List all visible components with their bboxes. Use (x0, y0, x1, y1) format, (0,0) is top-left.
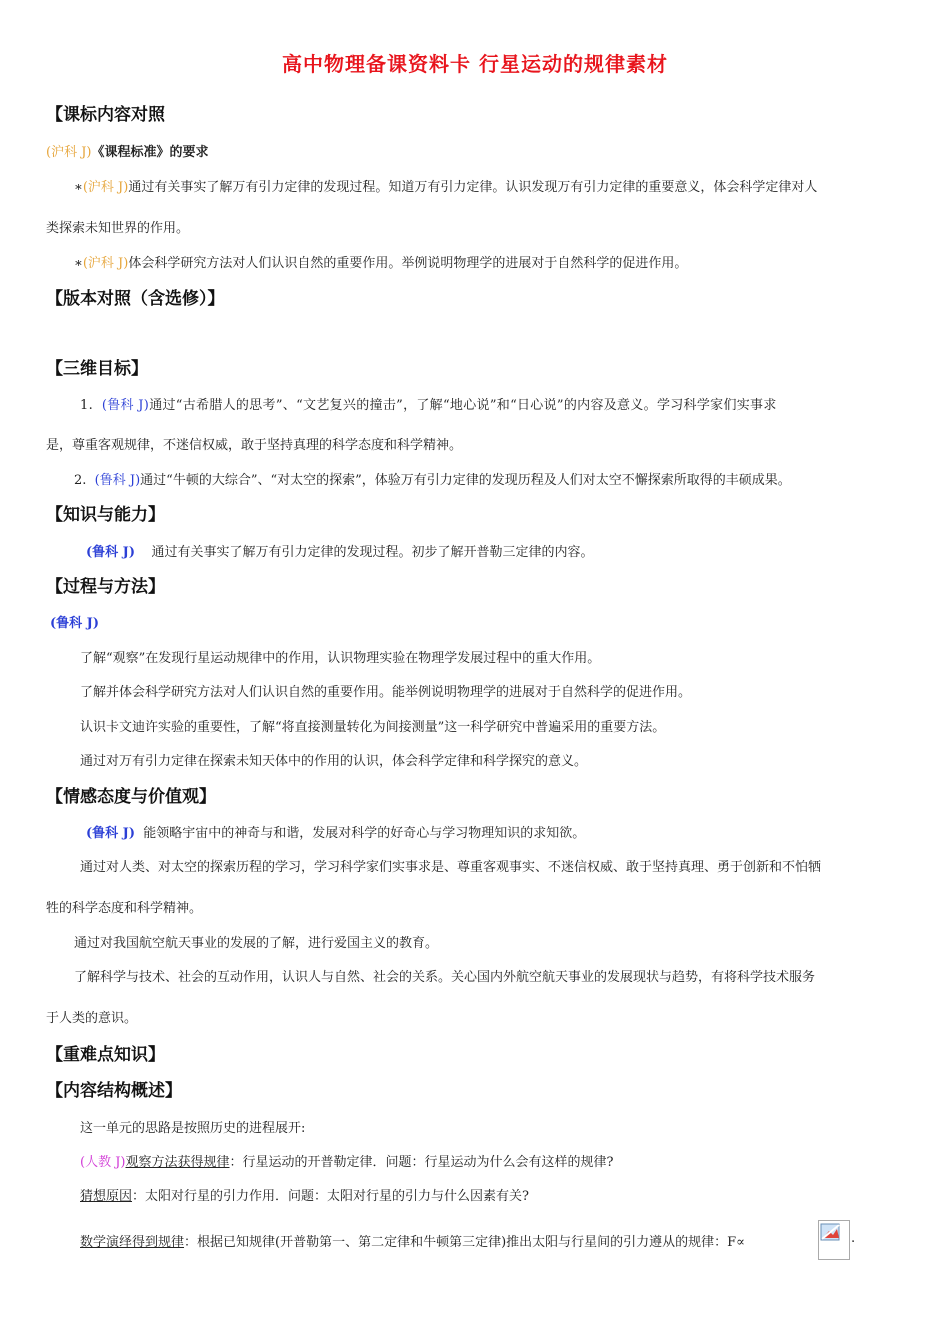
paragraph-text: ：根据已知规律(开普勒第一、第二定律和牛顿第三定律)推出太阳与行星间的引力遵从的规律：F∝ (184, 1235, 745, 1250)
paragraph-text: 通过有关事实了解万有引力定律的发现过程。知道万有引力定律。认识发现万有引力定律的重要意义，体会科学定律对人 (128, 180, 818, 195)
source-tag: (沪科 J) (82, 180, 129, 195)
paragraph-continued: 牲的科学态度和科学精神。 (46, 901, 203, 916)
item-number: 2. (74, 473, 87, 488)
paragraph (80, 1185, 529, 1204)
source-tag: (沪科 J) (82, 256, 129, 271)
item-text: 通过“古希腊人的思考”、“文艺复兴的撞击”，了解“地心说”和“日心说”的内容及意义。学习科学家们实事求 (149, 398, 777, 413)
source-tag: (人教 J) (80, 1155, 126, 1170)
heading-process: 【过程与方法】 (46, 577, 165, 597)
heading-key-points: 【重难点知识】 (46, 1045, 165, 1065)
heading-structure: 【内容结构概述】 (46, 1081, 182, 1101)
paragraph-text: 通过有关事实了解万有引力定律的发现过程。初步了解开普勒三定律的内容。 (151, 545, 594, 560)
item-number: 1. (80, 398, 94, 413)
underlined-term: 数学演绎得到规律 (80, 1235, 185, 1250)
paragraph: 认识卡文迪许实验的重要性，了解“将直接测量转化为间接测量”这一科学研究中普遍采用的重要方法。 (80, 720, 666, 735)
page-title: 高中物理备课资料卡 行星运动的规律素材 (282, 52, 668, 76)
paragraph: 通过对我国航空航天事业的发展的了解，进行爱国主义的教育。 (74, 936, 439, 951)
source-tag: (鲁科 J) (86, 545, 135, 560)
period: . (851, 1231, 856, 1246)
heading-version: 【版本对照（含选修）】 (46, 289, 225, 309)
paragraph: 通过对人类、对太空的探索历程的学习，学习科学家们实事求是、尊重客观事实、不迷信权威、敢于坚持真理、勇于创新和不怕牺 (80, 860, 822, 875)
paragraph: 通过对万有引力定律在探索未知天体中的作用的认识，体会科学定律和科学探究的意义。 (80, 754, 588, 769)
paragraph: 了解“观察”在发现行星运动规律中的作用，认识物理实验在物理学发展过程中的重大作用。 (80, 651, 601, 666)
paragraph-continued: 类探索未知世界的作用。 (46, 221, 190, 236)
underlined-term: 观察方法获得规律 (125, 1155, 230, 1170)
source-tag: (沪科 J) (46, 145, 92, 160)
source-tag: (鲁科 J) (86, 826, 135, 841)
goal-item-1 (80, 394, 777, 413)
goal-item-1-continued: 是，尊重客观规律，不迷信权威，敢于坚持真理的科学态度和科学精神。 (46, 438, 463, 453)
paragraph-text: ：行星运动的开普勒定律．问题：行星运动为什么会有这样的规律? (229, 1155, 614, 1170)
paragraph (74, 252, 687, 271)
paragraph-text: 体会科学研究方法对人们认识自然的重要作用。举例说明物理学的进展对于自然科学的促进作用。 (128, 256, 688, 271)
source-tag: (鲁科 J) (94, 473, 141, 488)
heading-values: 【情感态度与价值观】 (46, 787, 216, 807)
goal-item-2 (74, 469, 791, 488)
underlined-term: 猜想原因 (80, 1189, 133, 1204)
paragraph: 了解并体会科学研究方法对人们认识自然的重要作用。能举例说明物理学的进展对于自然科学的促进作用。 (80, 685, 692, 700)
paragraph-text: 能领略宇宙中的神奇与和谐，发展对科学的好奇心与学习物理知识的求知欲。 (143, 826, 586, 841)
requirement-label: 《课程标准》的要求 (91, 145, 209, 160)
heading-curriculum: 【课标内容对照 (46, 105, 165, 125)
paragraph: 这一单元的思路是按照历史的进程展开: (80, 1121, 306, 1136)
paragraph (86, 541, 594, 560)
source-tag: (鲁科 J) (50, 616, 99, 631)
item-text: 通过“牛顿的大综合”、“对太空的探索”，体验万有引力定律的发现历程及人们对太空不懈探索所取得的丰硕成果。 (140, 473, 791, 488)
paragraph (80, 1231, 745, 1250)
curriculum-requirement-line (46, 141, 209, 160)
source-tag: (鲁科 J) (101, 398, 150, 413)
bullet-star: ∗ (74, 256, 83, 271)
bullet-star: ∗ (74, 180, 83, 195)
paragraph (86, 822, 585, 841)
paragraph: 了解科学与技术、社会的互动作用，认识人与自然、社会的关系。关心国内外航空航天事业的发展现状与趋势，有将科学技术服务 (74, 970, 816, 985)
paragraph (74, 176, 817, 195)
broken-image-icon (819, 1221, 849, 1259)
formula-image-placeholder (818, 1220, 850, 1260)
paragraph (80, 1151, 614, 1170)
heading-knowledge: 【知识与能力】 (46, 505, 165, 525)
heading-three-goals: 【三维目标】 (46, 359, 148, 379)
paragraph-text: ：太阳对行星的引力作用．问题：太阳对行星的引力与什么因素有关? (132, 1189, 529, 1204)
paragraph-continued: 于人类的意识。 (46, 1011, 138, 1026)
